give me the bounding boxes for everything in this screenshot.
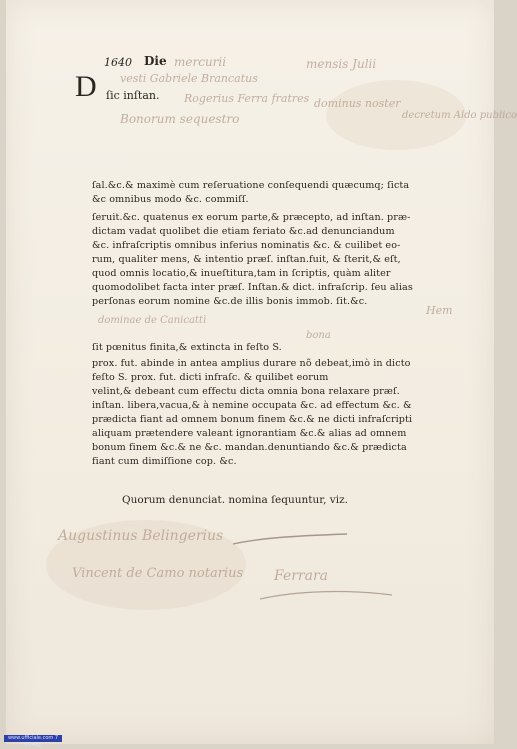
handwritten-signature: Augustinus Belingerius: [58, 528, 224, 544]
handwritten-signature: Vincent de Camo notarius: [72, 566, 244, 581]
body-text-line: rum, qualiter mens, & intentio præſ. inſtan.fuit, & ſterit,& eſt,: [92, 254, 401, 265]
body-text-line: &c omnibus modo &c. commiſſ.: [92, 194, 249, 205]
body-text-line: inſtan. libera,vacua,& à nemine occupata &c. ad effectum &c. &: [92, 400, 412, 411]
body-text-line: ſit pœnitus finita,& extincta in feſto S.: [92, 342, 282, 353]
body-text-line: prædicta fiant ad omnem bonum finem &c.& ne dicti infraſcripti: [92, 414, 413, 425]
die-word: Die: [144, 54, 167, 68]
archive-stamp: www.ufficiale.com 7 #2431: [4, 735, 62, 742]
body-text-line: dictam vadat quolibet die etiam feriato &c.ad denunciandum: [92, 226, 395, 237]
drop-capital: D: [75, 70, 97, 103]
body-text-line: quomodolibet facta inter præſ. Inſtan.& dict. infraſcrip. ſeu alias: [92, 282, 413, 293]
handwritten-note: decretum Aldo publico: [402, 110, 517, 121]
handwritten-signature: Ferrara: [274, 568, 329, 584]
handwritten-note: Hem: [426, 304, 453, 317]
flourish-line: [256, 585, 396, 605]
year-number: 1640: [104, 56, 132, 69]
body-text-line: quod omnis locatio,& inueſtitura,tam in ſcriptis, quàm aliter: [92, 268, 391, 279]
handwritten-note: vesti Gabriele Brancatus: [120, 72, 258, 85]
handwritten-note: dominus noster: [314, 97, 401, 110]
closing-line: Quorum denunciat. nomina ſequuntur, viz.: [122, 494, 348, 506]
handwritten-note: dominae de Canicattì: [98, 315, 207, 326]
body-text-line: feſto S. prox. fut. dicti infraſc. & quilibet eorum: [92, 372, 329, 383]
body-text-line: velint,& debeant cum effectu dicta omnia bona relaxare præſ.: [92, 386, 400, 397]
body-text-line: aliquam prætendere valeant ignorantiam &c.& alias ad omnem: [92, 428, 407, 439]
handwritten-note: bona: [306, 330, 331, 341]
handwritten-note: Rogerius Ferra fratres: [184, 92, 310, 105]
body-text-line: &c. infraſcriptis omnibus inferius nominatis &c. & cuilibet eo-: [92, 240, 401, 251]
handwritten-note: mercurii: [174, 55, 227, 69]
body-text-line: ſal.&c.& maximè cum reſeruatione conſequendi quæcumq; ſicta: [92, 180, 410, 191]
flourish-line: [231, 530, 351, 550]
body-text-line: bonum finem &c.& ne &c. mandan.denuntiando &c.& prædicta: [92, 442, 407, 453]
body-text-line: perſonas eorum nomine &c.de illis bonis immob. ſit.&c.: [92, 296, 368, 307]
instan-line: ſic inſtan.: [106, 89, 160, 102]
handwritten-note: mensis Julii: [306, 57, 377, 71]
body-text-line: prox. fut. abinde in antea amplius durare nõ debeat,imò in dicto: [92, 358, 411, 369]
document-page: [6, 0, 517, 744]
handwritten-note: Bonorum sequestro: [120, 112, 240, 126]
body-text-line: fiant cum dimiſſione cop. &c.: [92, 456, 237, 467]
body-text-line: ſeruit.&c. quatenus ex eorum parte,& præcepto, ad inſtan. præ-: [92, 212, 411, 223]
